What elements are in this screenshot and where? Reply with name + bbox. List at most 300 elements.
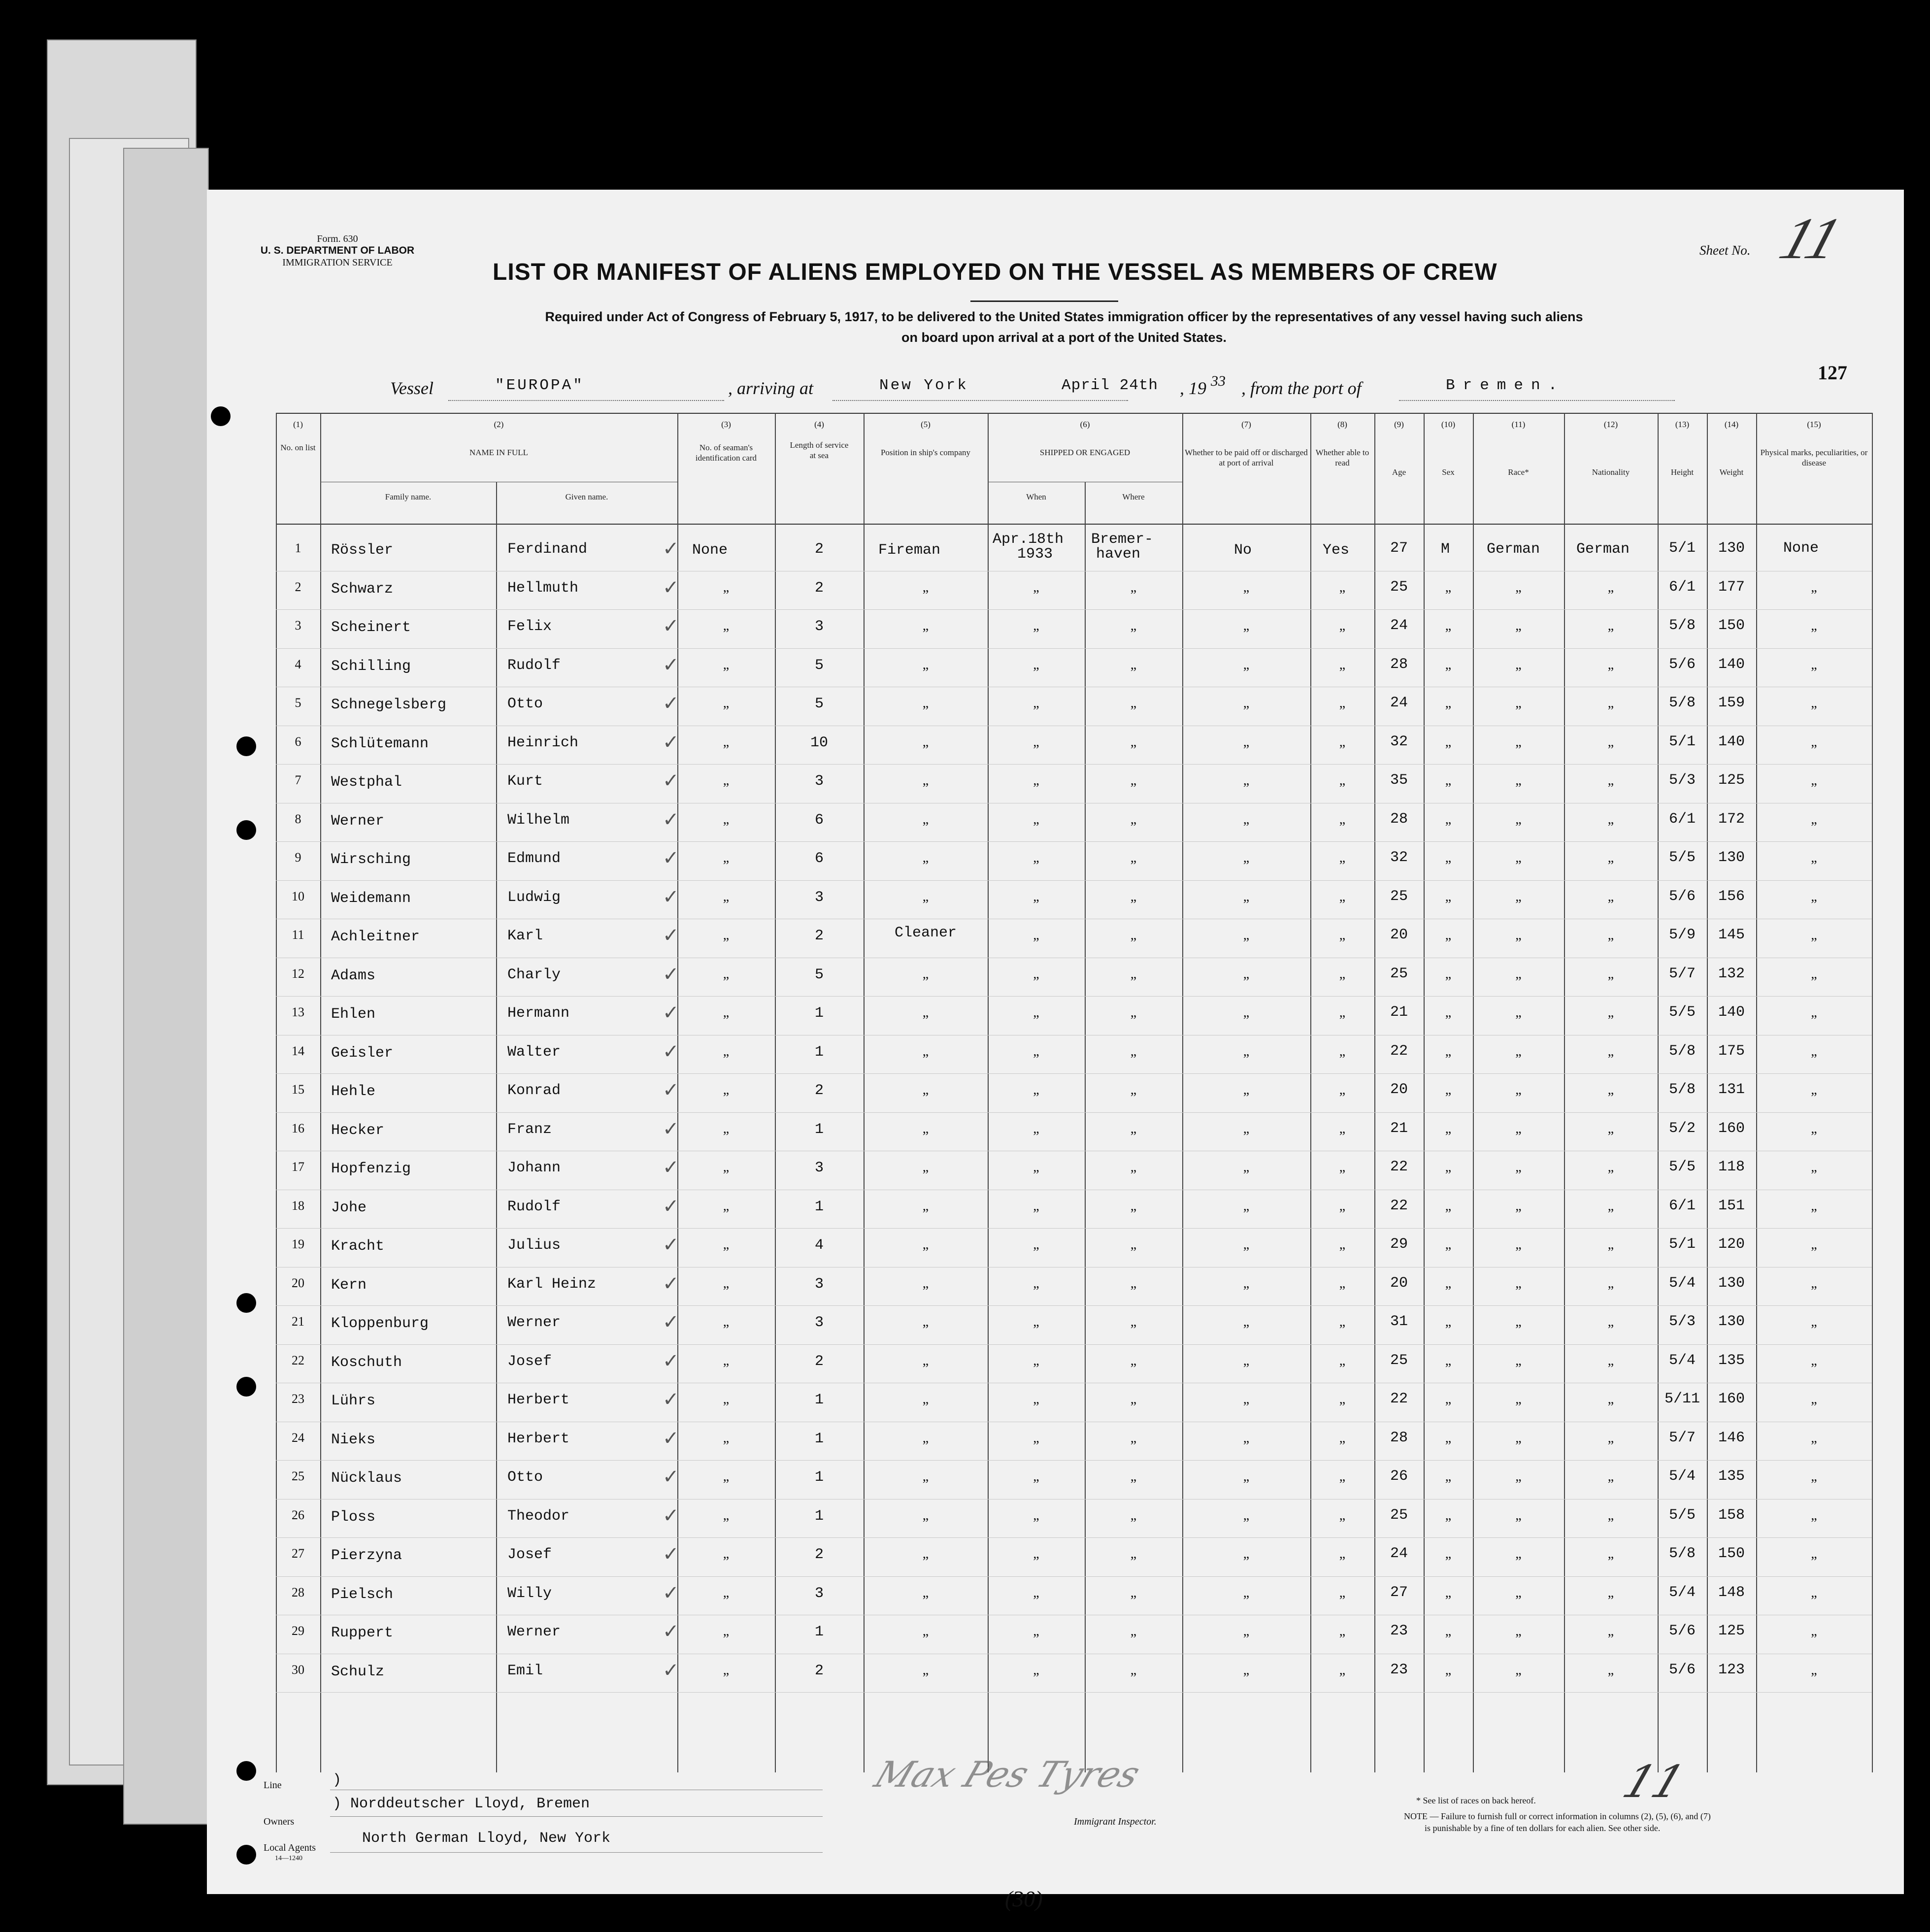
- ditto-mark: „: [1243, 1082, 1250, 1098]
- row-rule: [276, 609, 1872, 610]
- age: 29: [1390, 1236, 1408, 1253]
- ditto-mark: „: [1607, 1469, 1614, 1484]
- col-14-header: Weight: [1719, 467, 1744, 477]
- height: 5/6: [1668, 1623, 1696, 1639]
- weight: 158: [1718, 1506, 1745, 1524]
- ditto-mark: „: [1607, 1430, 1614, 1446]
- row-1-where-1: Bremer-: [1091, 531, 1154, 548]
- family-name: Westphal: [331, 774, 402, 791]
- given-name: Josef: [507, 1353, 552, 1370]
- ditto-mark: „: [1607, 734, 1614, 750]
- ditto-mark: „: [1243, 1507, 1250, 1523]
- height: 5/8: [1668, 1081, 1696, 1098]
- row-number: 1: [295, 541, 301, 555]
- ditto-mark: „: [922, 657, 929, 672]
- ditto-mark: „: [1033, 1005, 1039, 1020]
- ditto-mark: „: [1811, 1392, 1817, 1407]
- family-name: Nücklaus: [331, 1470, 402, 1487]
- ditto-mark: „: [1243, 811, 1250, 827]
- ditto-mark: „: [1130, 1430, 1137, 1446]
- ditto-mark: „: [1033, 1662, 1039, 1678]
- arriving-port-underline: [832, 400, 1128, 401]
- family-name: Achleitner: [331, 929, 420, 945]
- col-5-header: Position in ship's company: [880, 448, 971, 457]
- ditto-mark: „: [1339, 1624, 1346, 1639]
- service-length: 10: [810, 734, 828, 751]
- check-mark: ✓: [663, 847, 679, 869]
- height: 5/3: [1668, 772, 1696, 789]
- row-number: 4: [295, 657, 301, 671]
- ditto-mark: „: [1811, 1662, 1817, 1678]
- ditto-mark: „: [1339, 773, 1346, 788]
- ditto-mark: „: [1243, 1353, 1250, 1368]
- ditto-mark: „: [1811, 1469, 1817, 1484]
- check-mark: ✓: [663, 1620, 679, 1642]
- ditto-mark: „: [1445, 1507, 1452, 1523]
- ditto-mark: „: [723, 1662, 730, 1678]
- height: 5/1: [1668, 733, 1696, 750]
- ditto-mark: „: [1339, 1082, 1346, 1098]
- ditto-mark: „: [1033, 1121, 1039, 1136]
- col-9-header: Age: [1392, 467, 1406, 477]
- ditto-mark: „: [1033, 1353, 1039, 1368]
- from-port-underline: [1399, 400, 1675, 401]
- age: 28: [1390, 810, 1408, 828]
- service-length: 1: [814, 1005, 824, 1022]
- given-name: Kurt: [507, 773, 543, 790]
- ditto-mark: „: [1243, 889, 1250, 904]
- ditto-mark: „: [1607, 1198, 1614, 1214]
- ditto-mark: „: [1130, 773, 1137, 788]
- ditto-mark: „: [922, 734, 929, 750]
- ditto-mark: „: [1811, 1585, 1817, 1600]
- height: 5/5: [1668, 849, 1696, 866]
- ditto-mark: „: [1515, 928, 1522, 943]
- ditto-mark: „: [1515, 1043, 1522, 1059]
- ditto-mark: „: [1811, 1275, 1817, 1291]
- row-1-sex: M: [1441, 541, 1450, 558]
- service-length: 3: [814, 1275, 824, 1293]
- row-rule: [276, 1692, 1872, 1693]
- ditto-mark: „: [723, 1353, 730, 1368]
- height: 5/4: [1668, 1468, 1696, 1485]
- ditto-mark: „: [1339, 811, 1346, 827]
- ditto-mark: „: [1515, 1585, 1522, 1600]
- check-mark: ✓: [663, 576, 679, 599]
- col-3-number: (3): [721, 420, 731, 429]
- age: 23: [1390, 1623, 1408, 1639]
- service-length: 5: [814, 966, 824, 983]
- row-rule: [276, 1576, 1872, 1577]
- row-1-when-2: 1933: [1017, 546, 1053, 563]
- ditto-mark: „: [1243, 1275, 1250, 1291]
- penalty-note-2: is punishable by a fine of ten dollars for each alien. See other side.: [1425, 1823, 1661, 1833]
- ditto-mark: „: [1445, 1275, 1452, 1291]
- ditto-mark: „: [1811, 734, 1817, 750]
- ditto-mark: „: [1515, 1662, 1522, 1678]
- vessel-name-underline: [448, 400, 724, 401]
- family-name: Ehlen: [331, 1006, 376, 1023]
- ditto-mark: „: [1607, 1237, 1614, 1252]
- col-12-number: (12): [1603, 420, 1618, 429]
- year-prefix: , 19: [1180, 378, 1206, 398]
- row-rule: [276, 764, 1872, 765]
- col-2-header: NAME IN FULL: [469, 448, 528, 457]
- ditto-mark: „: [1515, 773, 1522, 788]
- ditto-mark: „: [1515, 696, 1522, 711]
- given-name: Theodor: [507, 1507, 570, 1525]
- check-mark: ✓: [663, 1195, 679, 1217]
- check-mark: ✓: [663, 1040, 679, 1063]
- ditto-mark: „: [1607, 889, 1614, 904]
- col-15-number: (15): [1807, 420, 1821, 429]
- service-length: 3: [814, 1314, 824, 1331]
- weight: 172: [1718, 810, 1745, 828]
- age: 26: [1390, 1468, 1408, 1485]
- ditto-mark: „: [723, 1237, 730, 1252]
- weight: 160: [1718, 1391, 1745, 1407]
- ditto-mark: „: [1033, 928, 1039, 943]
- weight: 140: [1718, 733, 1745, 750]
- ditto-mark: „: [723, 579, 730, 595]
- family-name: Koschuth: [331, 1354, 402, 1371]
- family-name: Schlütemann: [331, 735, 429, 752]
- ditto-mark: „: [922, 1275, 929, 1291]
- ditto-mark: „: [1339, 1507, 1346, 1523]
- check-mark: ✓: [663, 653, 679, 676]
- check-mark: ✓: [663, 537, 679, 560]
- ditto-mark: „: [922, 1043, 929, 1059]
- ditto-mark: „: [922, 1546, 929, 1562]
- service-length: 6: [814, 850, 824, 867]
- row-rule: [276, 1460, 1872, 1461]
- ditto-mark: „: [1445, 1160, 1452, 1175]
- ditto-mark: „: [1243, 1043, 1250, 1059]
- ditto-mark: „: [723, 657, 730, 672]
- weight: 125: [1718, 772, 1745, 789]
- ditto-mark: „: [922, 1585, 929, 1600]
- col-6-header: SHIPPED OR ENGAGED: [1039, 448, 1131, 457]
- check-mark: ✓: [663, 1079, 679, 1101]
- family-name: Ruppert: [331, 1625, 394, 1641]
- given-name: Otto: [507, 1469, 543, 1486]
- check-mark: ✓: [663, 1156, 679, 1178]
- check-mark: ✓: [663, 615, 679, 637]
- weight: 156: [1718, 888, 1745, 905]
- check-mark: ✓: [663, 1427, 679, 1449]
- ditto-mark: „: [1130, 850, 1137, 866]
- ditto-mark: „: [1130, 811, 1137, 827]
- given-name: Emil: [507, 1662, 543, 1679]
- height: 5/4: [1668, 1352, 1696, 1369]
- height: 5/6: [1668, 1661, 1696, 1678]
- ditto-mark: „: [1811, 1121, 1817, 1136]
- check-mark: ✓: [663, 808, 679, 831]
- ditto-mark: „: [922, 889, 929, 904]
- ditto-mark: „: [1445, 1430, 1452, 1446]
- punch-hole: [236, 1293, 256, 1313]
- ditto-mark: „: [1339, 1469, 1346, 1484]
- ditto-mark: „: [1243, 1237, 1250, 1252]
- ditto-mark: „: [1811, 1507, 1817, 1523]
- service-length: 1: [814, 1430, 824, 1447]
- ditto-mark: „: [1445, 1353, 1452, 1368]
- ditto-mark: „: [922, 1237, 929, 1252]
- ditto-mark: „: [1445, 850, 1452, 866]
- ditto-mark: „: [1445, 1585, 1452, 1600]
- height: 5/8: [1668, 617, 1696, 634]
- ditto-mark: „: [1130, 1546, 1137, 1562]
- service-name: IMMIGRATION SERVICE: [282, 257, 393, 268]
- ditto-mark: „: [1811, 1430, 1817, 1446]
- family-name: Hecker: [331, 1122, 385, 1139]
- sheet-number-label: Sheet No.: [1699, 243, 1751, 258]
- header-bottom-rule: [276, 524, 1872, 525]
- weight: 140: [1718, 1004, 1745, 1021]
- row-1-position: Fireman: [878, 542, 941, 559]
- given-name: Franz: [507, 1121, 552, 1138]
- age: 22: [1390, 1159, 1408, 1175]
- row-number: 9: [295, 850, 301, 865]
- given-name: Charly: [507, 966, 561, 983]
- ditto-mark: „: [1033, 1043, 1039, 1059]
- ditto-mark: „: [1515, 1430, 1522, 1446]
- ditto-mark: „: [1243, 773, 1250, 788]
- weight: 140: [1718, 656, 1745, 673]
- check-mark: ✓: [663, 1659, 679, 1681]
- age: 24: [1390, 1545, 1408, 1562]
- check-mark: ✓: [663, 963, 679, 985]
- ditto-mark: „: [1339, 966, 1346, 982]
- ditto-mark: „: [1445, 1005, 1452, 1020]
- check-mark: ✓: [663, 769, 679, 792]
- ditto-mark: „: [1339, 1314, 1346, 1330]
- ditto-mark: „: [1339, 1275, 1346, 1291]
- row-number: 11: [292, 928, 304, 942]
- ditto-mark: „: [723, 734, 730, 750]
- ditto-mark: „: [1339, 1198, 1346, 1214]
- service-length: 3: [814, 1160, 824, 1176]
- col-10-number: (10): [1441, 420, 1456, 429]
- page-subtitle: [424, 306, 1704, 348]
- ditto-mark: „: [1445, 1662, 1452, 1678]
- ditto-mark: „: [1811, 1160, 1817, 1175]
- ditto-mark: „: [1607, 811, 1614, 827]
- ditto-mark: „: [1033, 1546, 1039, 1562]
- ditto-mark: „: [922, 579, 929, 595]
- ditto-mark: „: [1243, 618, 1250, 633]
- family-name: Wirsching: [331, 851, 411, 868]
- ditto-mark: „: [1811, 1082, 1817, 1098]
- row-number: 21: [292, 1314, 304, 1329]
- row-number: 22: [292, 1353, 304, 1367]
- ditto-mark: „: [1033, 579, 1039, 595]
- row-rule: [276, 648, 1872, 649]
- ditto-mark: „: [1445, 1546, 1452, 1562]
- owners-underline: [330, 1816, 823, 1817]
- height: 5/8: [1668, 695, 1696, 711]
- ditto-mark: „: [1243, 1469, 1250, 1484]
- ditto-mark: „: [1130, 579, 1137, 595]
- row-1-when-1: Apr.18th: [993, 531, 1064, 548]
- ditto-mark: „: [922, 1082, 929, 1098]
- punch-hole: [236, 1761, 256, 1781]
- family-name-header: Family name.: [385, 492, 432, 501]
- row-number: 27: [292, 1546, 304, 1561]
- ditto-mark: „: [1811, 966, 1817, 982]
- ditto-mark: „: [1445, 1082, 1452, 1098]
- punch-hole: [236, 820, 256, 840]
- ditto-mark: „: [1811, 773, 1817, 788]
- ditto-mark: „: [1515, 657, 1522, 672]
- ditto-mark: „: [922, 850, 929, 866]
- ditto-mark: „: [1130, 1043, 1137, 1059]
- ditto-mark: „: [1033, 1160, 1039, 1175]
- service-length: 2: [814, 579, 824, 597]
- ditto-mark: „: [1033, 1507, 1039, 1523]
- ditto-mark: „: [723, 889, 730, 904]
- ditto-mark: „: [1339, 1662, 1346, 1678]
- inspector-signature: Max Pes Tyres: [869, 1754, 1146, 1795]
- height: 6/1: [1668, 1197, 1696, 1214]
- ditto-mark: „: [1243, 1121, 1250, 1136]
- when-header: When: [1026, 492, 1046, 501]
- ditto-mark: „: [1243, 1392, 1250, 1407]
- form-code: 14—1240: [275, 1855, 302, 1862]
- col-5-number: (5): [921, 420, 931, 429]
- given-name: Felix: [507, 618, 552, 635]
- ditto-mark: „: [1339, 734, 1346, 750]
- ditto-mark: „: [1033, 618, 1039, 633]
- ditto-mark: „: [723, 1585, 730, 1600]
- ditto-mark: „: [1811, 811, 1817, 827]
- age: 24: [1390, 695, 1408, 711]
- height: 5/7: [1668, 1429, 1696, 1446]
- age: 22: [1390, 1197, 1408, 1214]
- height: 5/4: [1668, 1274, 1696, 1292]
- col-8-number: (8): [1337, 420, 1347, 429]
- row-number: 12: [292, 966, 304, 981]
- row-number: 28: [292, 1585, 304, 1599]
- family-name: Lührs: [331, 1393, 376, 1409]
- ditto-mark: „: [723, 928, 730, 943]
- weight: 132: [1718, 965, 1745, 982]
- ditto-mark: „: [1445, 1198, 1452, 1214]
- age: 20: [1390, 1274, 1408, 1292]
- ditto-mark: „: [1243, 966, 1250, 982]
- ditto-mark: „: [1515, 1160, 1522, 1175]
- family-name: Scheinert: [331, 619, 411, 636]
- family-name: Geisler: [331, 1044, 394, 1062]
- family-name: Kern: [331, 1276, 367, 1294]
- col-10-header: Sex: [1442, 467, 1455, 477]
- family-name: Schulz: [331, 1663, 385, 1680]
- row-rule: [276, 880, 1872, 881]
- height: 5/6: [1668, 888, 1696, 905]
- ditto-mark: „: [1811, 1624, 1817, 1639]
- inspector-label: Immigrant Inspector.: [1074, 1816, 1157, 1827]
- row-rule: [276, 1228, 1872, 1229]
- row-number: 6: [295, 734, 301, 749]
- ditto-mark: „: [922, 1160, 929, 1175]
- row-number: 5: [295, 696, 301, 710]
- age: 35: [1390, 772, 1408, 789]
- check-mark: ✓: [663, 924, 679, 946]
- given-name: Ferdinand: [507, 541, 588, 558]
- service-length: 3: [814, 618, 824, 635]
- row-number: 25: [292, 1469, 304, 1483]
- ditto-mark: „: [1339, 1392, 1346, 1407]
- ditto-mark: „: [1033, 1082, 1039, 1098]
- ditto-mark: „: [1515, 618, 1522, 633]
- vessel-label: Vessel: [390, 378, 433, 398]
- weight: 175: [1718, 1042, 1745, 1060]
- weight: 160: [1718, 1120, 1745, 1137]
- row-number: 3: [295, 618, 301, 633]
- ditto-mark: „: [1033, 1430, 1039, 1446]
- weight: 148: [1718, 1584, 1745, 1601]
- ditto-mark: „: [1243, 1160, 1250, 1175]
- family-name: Schwarz: [331, 580, 394, 598]
- height: 6/1: [1668, 578, 1696, 596]
- given-name: Konrad: [507, 1082, 561, 1099]
- ditto-mark: „: [1515, 1624, 1522, 1639]
- ditto-mark: „: [1811, 928, 1817, 943]
- ditto-mark: „: [1033, 1469, 1039, 1484]
- weight: 130: [1718, 849, 1745, 866]
- given-name: Karl Heinz: [507, 1275, 597, 1293]
- height: 5/8: [1668, 1042, 1696, 1060]
- family-name: Hopfenzig: [331, 1161, 411, 1177]
- ditto-mark: „: [1130, 1469, 1137, 1484]
- ditto-mark: „: [723, 1160, 730, 1175]
- row-rule: [276, 841, 1872, 842]
- row-1-nationality: German: [1576, 541, 1630, 558]
- ditto-mark: „: [1243, 1430, 1250, 1446]
- ditto-mark: „: [922, 1507, 929, 1523]
- row-number: 10: [292, 889, 304, 903]
- row-number: 8: [295, 811, 301, 826]
- ditto-mark: „: [1339, 850, 1346, 866]
- ditto-mark: „: [922, 1005, 929, 1020]
- age: 31: [1390, 1313, 1408, 1330]
- ditto-mark: „: [922, 1314, 929, 1330]
- service-length: 1: [814, 1624, 824, 1640]
- height: 5/6: [1668, 656, 1696, 673]
- age: 22: [1390, 1042, 1408, 1060]
- weight: 125: [1718, 1623, 1745, 1639]
- service-length: 1: [814, 1507, 824, 1525]
- ditto-mark: „: [922, 618, 929, 633]
- ditto-mark: „: [1811, 1314, 1817, 1330]
- ditto-mark: „: [1445, 811, 1452, 827]
- year-suffix: 33: [1211, 373, 1226, 389]
- given-name: Herbert: [507, 1430, 570, 1447]
- check-mark: ✓: [663, 1117, 679, 1140]
- ditto-mark: „: [1811, 618, 1817, 633]
- ditto-mark: „: [723, 1314, 730, 1330]
- ditto-mark: „: [1515, 1469, 1522, 1484]
- from-port-label: , from the port of: [1241, 378, 1362, 398]
- ditto-mark: „: [922, 1662, 929, 1678]
- ditto-mark: „: [723, 1507, 730, 1523]
- ditto-mark: „: [723, 1275, 730, 1291]
- ditto-mark: „: [723, 1082, 730, 1098]
- ditto-mark: „: [1811, 696, 1817, 711]
- age: 32: [1390, 849, 1408, 866]
- col-1-number: (1): [293, 420, 303, 429]
- age: 27: [1390, 540, 1408, 557]
